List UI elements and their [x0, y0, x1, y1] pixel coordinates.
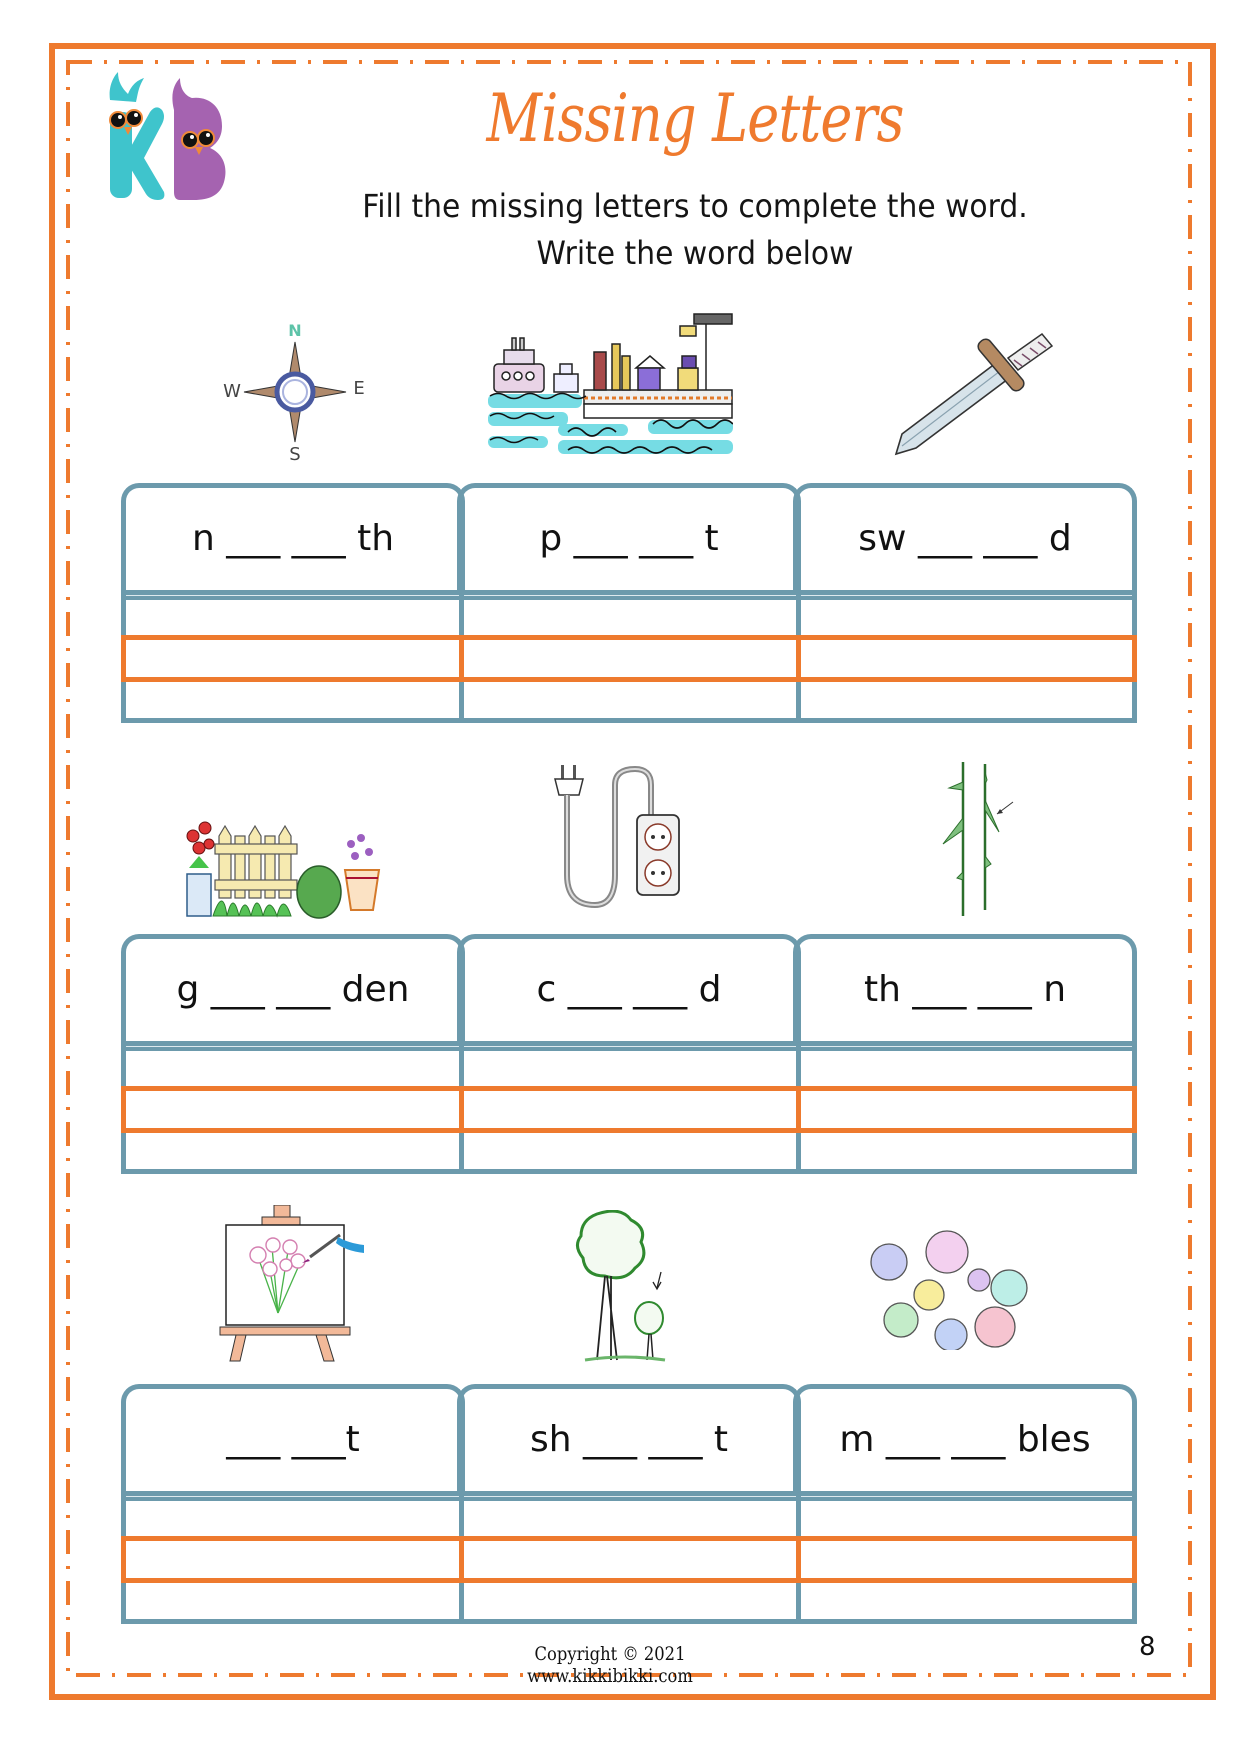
- prompt-cell-marbles: [793, 1384, 1137, 1494]
- extension-cord-picture: [553, 765, 688, 913]
- art-easel-picture: [218, 1205, 378, 1367]
- answer-table-row-3: [121, 1384, 1137, 1624]
- answer-table-row-2: [121, 934, 1137, 1174]
- header-divider: [121, 590, 1137, 600]
- table-bottom-edge: [121, 1619, 1137, 1624]
- answer-cell-art[interactable]: [126, 1501, 459, 1619]
- header-divider: [121, 1491, 1137, 1501]
- prompt-text: m ___ ___ bles: [839, 1419, 1091, 1460]
- orange-band-right: [1132, 635, 1137, 681]
- prompt-cell-cord: [457, 934, 801, 1044]
- table-bottom-edge: [121, 1169, 1137, 1174]
- page-title: Missing Letters: [486, 80, 904, 157]
- instruction-line-1: Fill the missing letters to complete the word.: [362, 187, 1028, 225]
- prompt-cell-art: [121, 1384, 465, 1494]
- marbles-picture: [865, 1230, 1035, 1350]
- prompt-text: p ___ ___ t: [539, 518, 719, 559]
- instruction-line-2: Write the word below: [536, 234, 854, 272]
- answer-cell-garden[interactable]: [126, 1051, 459, 1169]
- answer-table-row-1: [121, 483, 1137, 723]
- sword-picture: [890, 330, 1065, 460]
- page-number: 8: [1139, 1632, 1156, 1662]
- prompt-text: sh ___ ___ t: [529, 1419, 729, 1460]
- prompt-text: g ___ ___ den: [176, 969, 410, 1010]
- orange-band-right: [1132, 1086, 1137, 1132]
- compass-picture: [222, 320, 372, 462]
- logo-b-bird-icon: [172, 78, 225, 200]
- compass-south-label: S: [289, 444, 301, 462]
- compass-east-label: E: [353, 378, 365, 399]
- answer-cell-north[interactable]: [126, 600, 459, 718]
- answer-cell-thorn[interactable]: [801, 1051, 1132, 1169]
- prompt-text: ___ ___t: [226, 1419, 360, 1460]
- answer-cell-cord[interactable]: [464, 1051, 796, 1169]
- port-picture: [488, 312, 733, 458]
- logo-k-bird-icon: [110, 72, 165, 200]
- garden-picture: [183, 808, 393, 920]
- prompt-cell-garden: [121, 934, 465, 1044]
- compass-west-label: W: [223, 381, 241, 402]
- prompt-cell-port: [457, 483, 801, 593]
- prompt-cell-short: [457, 1384, 801, 1494]
- header-divider: [121, 1041, 1137, 1051]
- short-tree-picture: [567, 1210, 677, 1370]
- table-bottom-edge: [121, 718, 1137, 723]
- prompt-text: sw ___ ___ d: [858, 518, 1072, 559]
- prompt-text: n ___ ___ th: [191, 518, 395, 559]
- thorn-picture: [935, 760, 1015, 920]
- answer-cell-sword[interactable]: [801, 600, 1132, 718]
- orange-band-right: [1132, 1536, 1137, 1582]
- prompt-cell-thorn: [793, 934, 1137, 1044]
- kb-logo: [88, 72, 248, 212]
- copyright-text: Copyright © 2021 www.kikkibikki.com: [527, 1643, 693, 1687]
- answer-cell-marbles[interactable]: [801, 1501, 1132, 1619]
- answer-cell-port[interactable]: [464, 600, 796, 718]
- compass-north-label: N: [288, 321, 302, 340]
- prompt-cell-sword: [793, 483, 1137, 593]
- prompt-text: c ___ ___ d: [536, 969, 722, 1010]
- prompt-cell-north: [121, 483, 465, 593]
- prompt-text: th ___ ___ n: [863, 969, 1067, 1010]
- answer-cell-short[interactable]: [464, 1501, 796, 1619]
